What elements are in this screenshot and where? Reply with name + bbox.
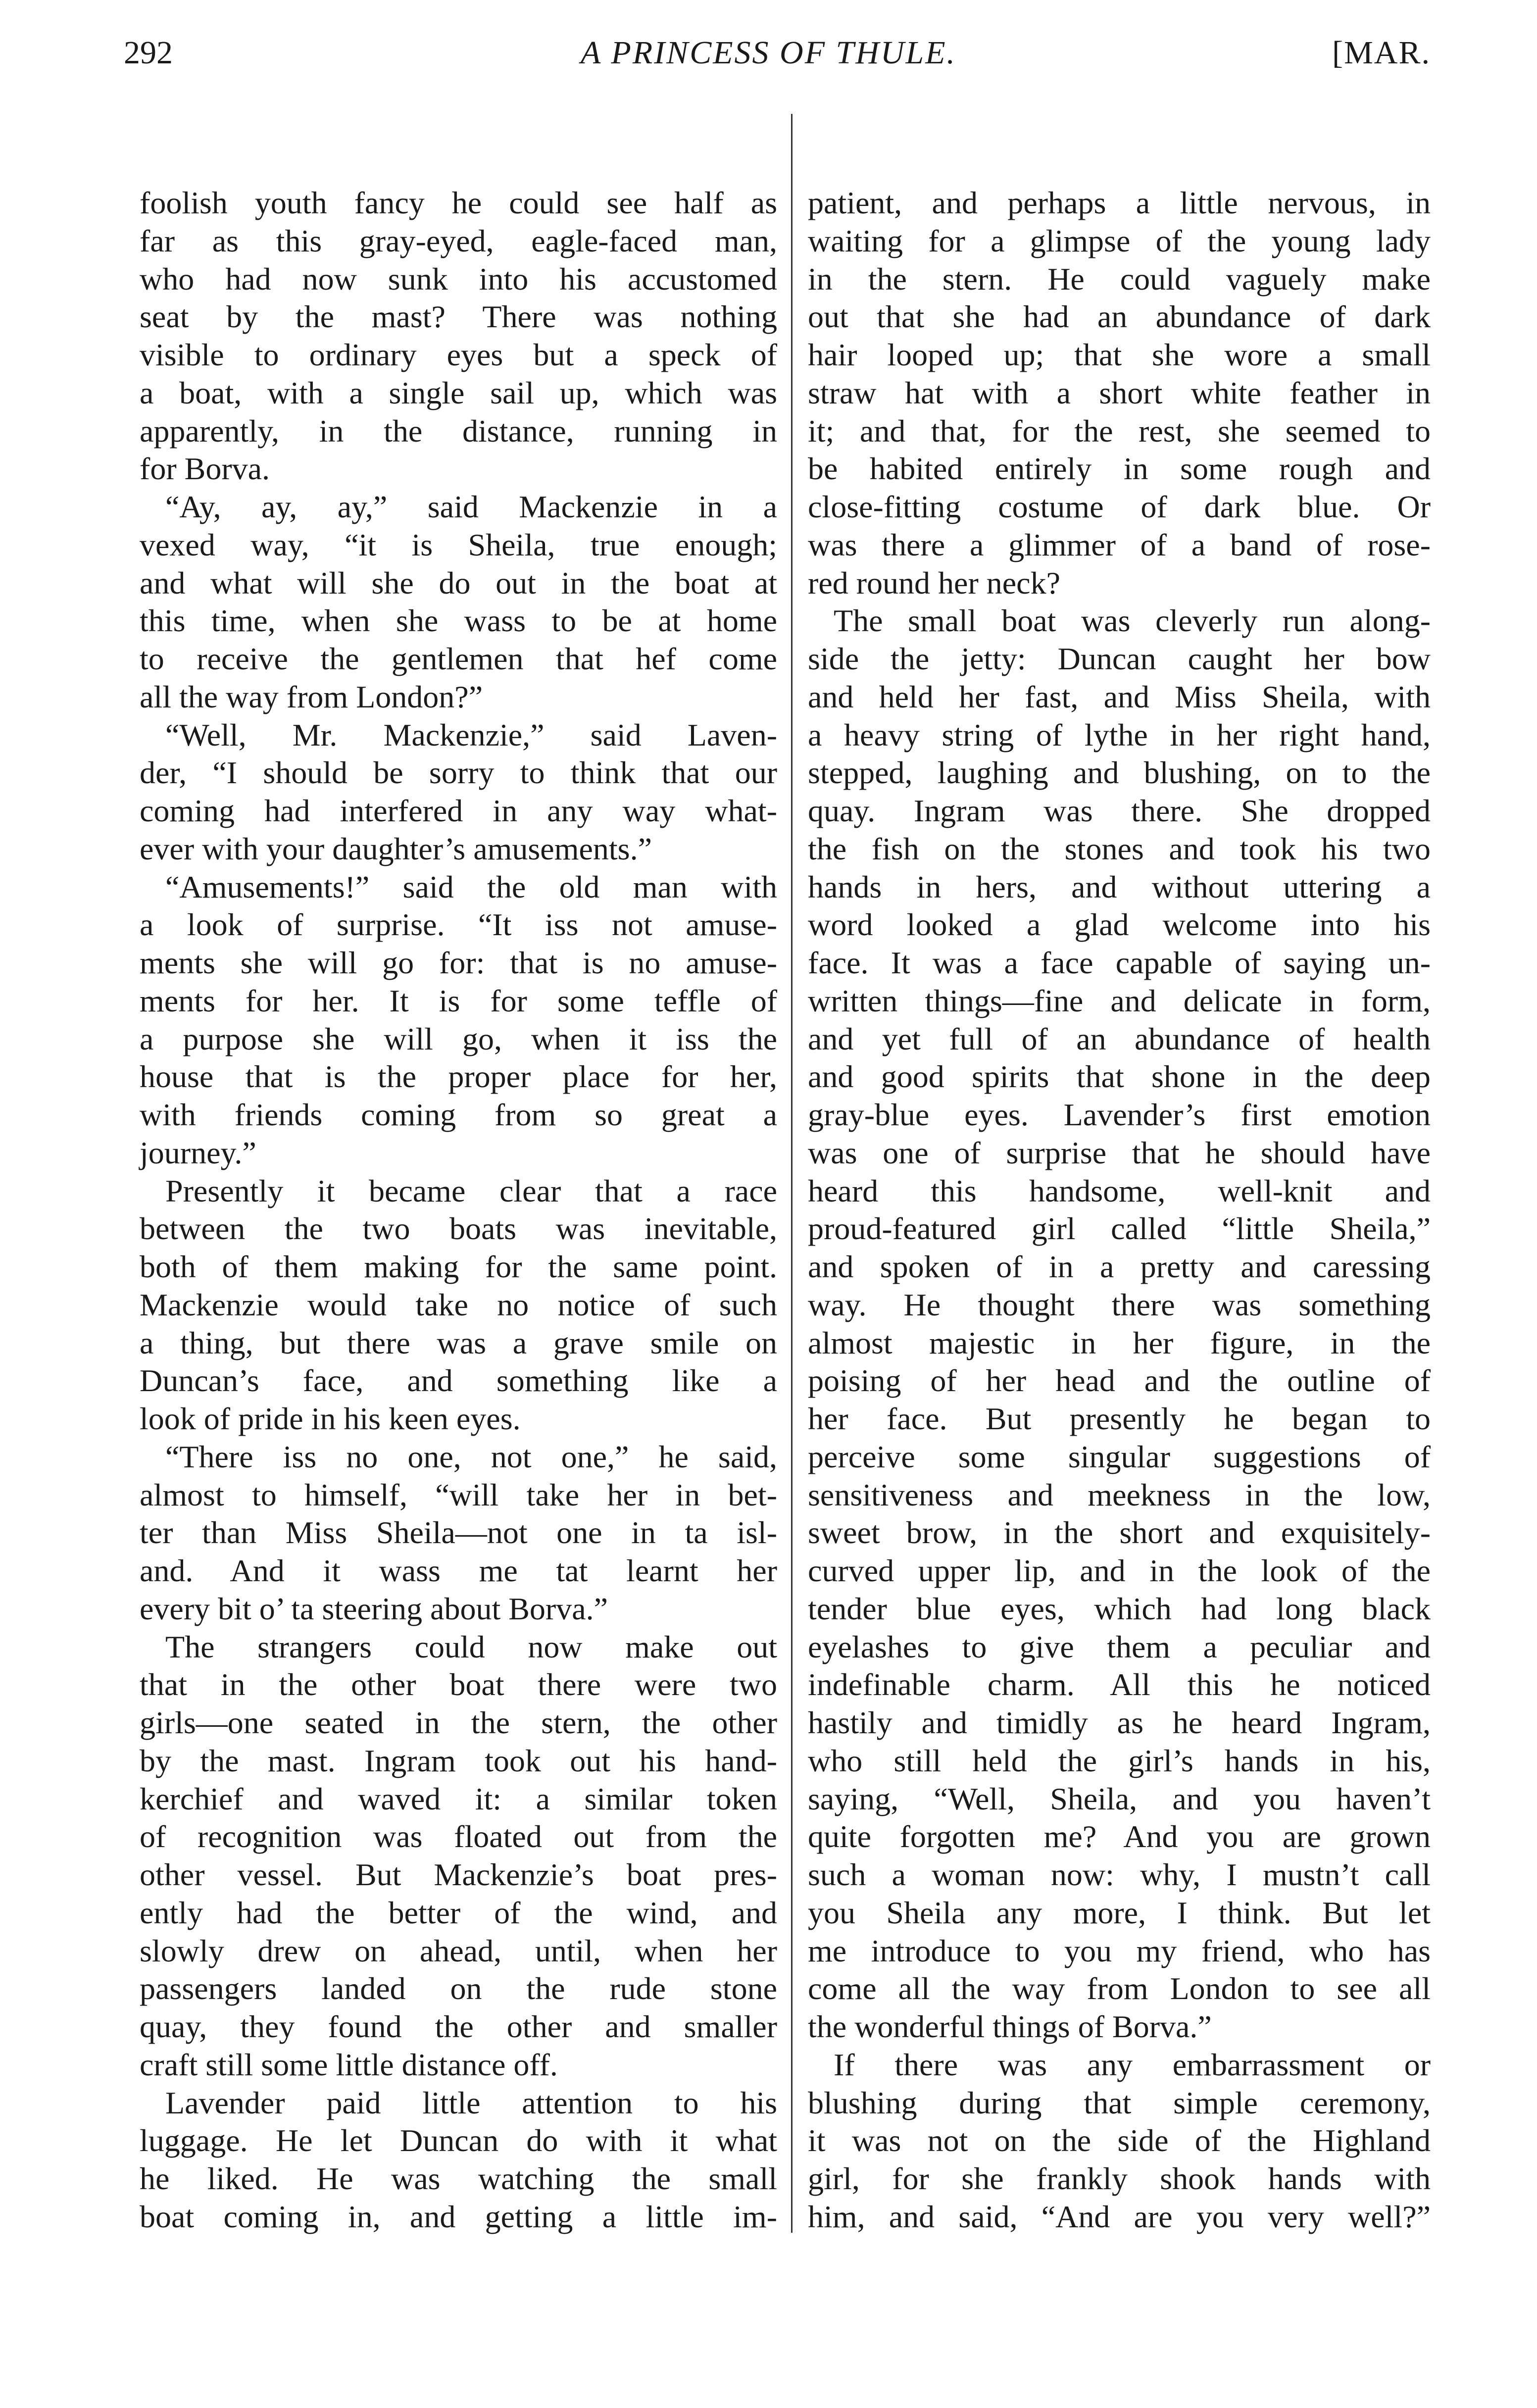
text-line: he liked. He was watching the small [140,2161,777,2196]
paragraph [140,488,777,716]
text-line: and held her fast, and Miss Sheila, with [808,679,1431,714]
text-line: vexed way, “it is Sheila, true enough; [140,527,777,562]
paragraph [808,2046,1431,2236]
text-line: visible to ordinary eyes but a speck of [140,337,777,372]
text-line: house that is the proper place for her, [140,1059,777,1095]
text-line: Mackenzie would take no notice of such [140,1287,777,1322]
right-column [808,184,1431,2236]
text-line: tender blue eyes, which had long black [808,1591,1431,1626]
text-line: almost majestic in her figure, in the [808,1325,1431,1360]
text-line: straw hat with a short white feather in [808,375,1431,410]
text-line: was there a glimmer of a band of rose- [808,527,1431,562]
text-line: and. And it wass me tat learnt her [140,1553,777,1588]
text-line: with friends coming from so great a [140,1097,777,1132]
text-line: that in the other boat there were two [140,1667,777,1703]
text-line: ments for her. It is for some teffle of [140,983,777,1018]
text-line: coming had interfered in any way what- [140,793,777,828]
text-line: der, “I should be sorry to think that our [140,755,777,791]
text-line: poising of her head and the outline of [808,1363,1431,1399]
text-line: it; and that, for the rest, she seemed to [808,413,1431,449]
paragraph [808,184,1431,602]
text-line: a boat, with a single sail up, which was [140,375,777,410]
text-line: journey.” [140,1135,256,1170]
text-line: Lavender paid little attention to his [165,2085,777,2120]
text-line: a heavy string of lythe in her right hand, [808,717,1431,752]
text-line: and yet full of an abundance of health [808,1021,1431,1056]
text-line: and good spirits that shone in the deep [808,1059,1431,1095]
running-title: A PRINCESS OF THULE. [580,35,957,71]
text-line: ments she will go for: that is no amuse- [140,945,777,980]
text-line: The strangers could now make out [165,1629,777,1664]
paragraph [140,1628,777,2084]
text-line: seat by the mast? There was nothing [140,299,777,335]
text-line: Presently it became clear that a race [165,1173,777,1208]
text-line: face. It was a face capable of saying un- [808,945,1431,980]
text-line: perceive some singular suggestions of [808,1439,1431,1474]
text-line: be habited entirely in some rough and [808,451,1431,487]
text-line: look of pride in his keen eyes. [140,1401,521,1436]
paragraph [140,184,777,488]
text-line: stepped, laughing and blushing, on to the [808,755,1431,791]
text-line: and spoken of in a pretty and caressing [808,1249,1431,1284]
text-line: written things—fine and delicate in form, [808,983,1431,1018]
paragraph [808,602,1431,2046]
text-line: her face. But presently he began to [808,1401,1431,1436]
text-line: a thing, but there was a grave smile on [140,1325,777,1360]
text-line: luggage. He let Duncan do with it what [140,2123,777,2158]
text-line: far as this gray-eyed, eagle-faced man, [140,223,777,258]
text-line: girls—one seated in the stern, the other [140,1705,777,1740]
text-line: hastily and timidly as he heard Ingram, [808,1705,1431,1740]
text-line: blushing during that simple ceremony, [808,2085,1431,2120]
text-line: to receive the gentlemen that hef come [140,641,777,676]
text-line: “Ay, ay, ay,” said Mackenzie in a [165,489,777,524]
text-line: you Sheila any more, I think. But let [808,1895,1431,1930]
text-line: quite forgotten me? And you are grown [808,1819,1431,1855]
text-line: side the jetty: Duncan caught her bow [808,641,1431,676]
text-line: Duncan’s face, and something like a [140,1363,777,1399]
text-line: ever with your daughter’s amusements.” [140,831,652,866]
text-line: saying, “Well, Sheila, and you haven’t [808,1781,1431,1816]
left-column [140,184,777,2236]
text-line: him, and said, “And are you very well?” [808,2199,1431,2234]
text-line: sensitiveness and meekness in the low, [808,1477,1431,1512]
text-line: word looked a glad welcome into his [808,907,1431,943]
text-line: kerchief and waved it: a similar token [140,1781,777,1816]
text-line: quay. Ingram was there. She dropped [808,793,1431,828]
text-line: patient, and perhaps a little nervous, in [808,185,1431,220]
text-line: the fish on the stones and took his two [808,831,1431,866]
text-line: a purpose she will go, when it iss the [140,1021,777,1056]
text-line: me introduce to you my friend, who has [808,1933,1431,1968]
text-line: between the two boats was inevitable, [140,1211,777,1247]
text-line: indefinable charm. All this he noticed [808,1667,1431,1703]
issue-month: [MAR. [1332,35,1431,71]
text-line: for Borva. [140,451,270,487]
text-line: it was not on the side of the Highland [808,2123,1431,2158]
text-line: red round her neck? [808,565,1060,601]
text-line: foolish youth fancy he could see half as [140,185,777,220]
text-line: way. He thought there was something [808,1287,1431,1322]
text-line: by the mast. Ingram took out his hand- [140,1743,777,1778]
text-line: both of them making for the same point. [140,1249,777,1284]
text-line: in the stern. He could vaguely make [808,261,1431,297]
text-line: such a woman now: why, I mustn’t call [808,1857,1431,1892]
text-line: craft still some little distance off. [140,2047,558,2082]
paragraph [140,1172,777,1438]
text-line: eyelashes to give them a peculiar and [808,1629,1431,1664]
text-line: other vessel. But Mackenzie’s boat pres- [140,1857,777,1892]
text-line: almost to himself, “will take her in bet- [140,1477,777,1512]
text-line: girl, for she frankly shook hands with [808,2161,1431,2196]
text-line: boat coming in, and getting a little im- [140,2199,777,2234]
text-line: of recognition was floated out from the [140,1819,777,1855]
text-line: hair looped up; that she wore a small [808,337,1431,372]
text-line: curved upper lip, and in the look of the [808,1553,1431,1588]
column-divider [791,114,793,2233]
page-number: 292 [124,35,173,71]
text-line: ently had the better of the wind, and [140,1895,777,1930]
text-line: passengers landed on the rude stone [140,1971,777,2007]
text-line: a look of surprise. “It iss not amuse- [140,907,777,943]
text-line: quay, they found the other and smaller [140,2009,777,2044]
text-line: apparently, in the distance, running in [140,413,777,449]
text-line: was one of surprise that he should have [808,1135,1431,1170]
paragraph [140,716,777,868]
text-line: gray-blue eyes. Lavender’s first emotion [808,1097,1431,1132]
text-line: and what will she do out in the boat at [140,565,777,601]
text-line: “Amusements!” said the old man with [165,869,777,904]
text-line: hands in hers, and without uttering a [808,869,1431,904]
text-line: close-fitting costume of dark blue. Or [808,489,1431,524]
text-line: The small boat was cleverly run along- [834,603,1431,639]
text-line: heard this handsome, well-knit and [808,1173,1431,1208]
text-line: come all the way from London to see all [808,1971,1431,2007]
text-line: the wonderful things of Borva.” [808,2009,1212,2044]
text-line: “There iss no one, not one,” he said, [165,1439,777,1474]
text-line: who had now sunk into his accustomed [140,261,777,297]
text-line: If there was any embarrassment or [834,2047,1431,2082]
text-line: all the way from London?” [140,679,483,714]
paragraph [140,1438,777,1628]
text-line: who still held the girl’s hands in his, [808,1743,1431,1778]
text-line: slowly drew on ahead, until, when her [140,1933,777,1968]
text-line: waiting for a glimpse of the young lady [808,223,1431,258]
text-line: out that she had an abundance of dark [808,299,1431,335]
text-line: proud-featured girl called “little Sheila,” [808,1211,1431,1247]
text-line: every bit o’ ta steering about Borva.” [140,1591,608,1626]
paragraph [140,868,777,1172]
text-line: this time, when she wass to be at home [140,603,777,639]
text-line: ter than Miss Sheila—not one in ta isl- [140,1515,777,1551]
paragraph [140,2084,777,2236]
text-line: “Well, Mr. Mackenzie,” said Laven- [165,717,777,752]
text-line: sweet brow, in the short and exquisitely- [808,1515,1431,1551]
